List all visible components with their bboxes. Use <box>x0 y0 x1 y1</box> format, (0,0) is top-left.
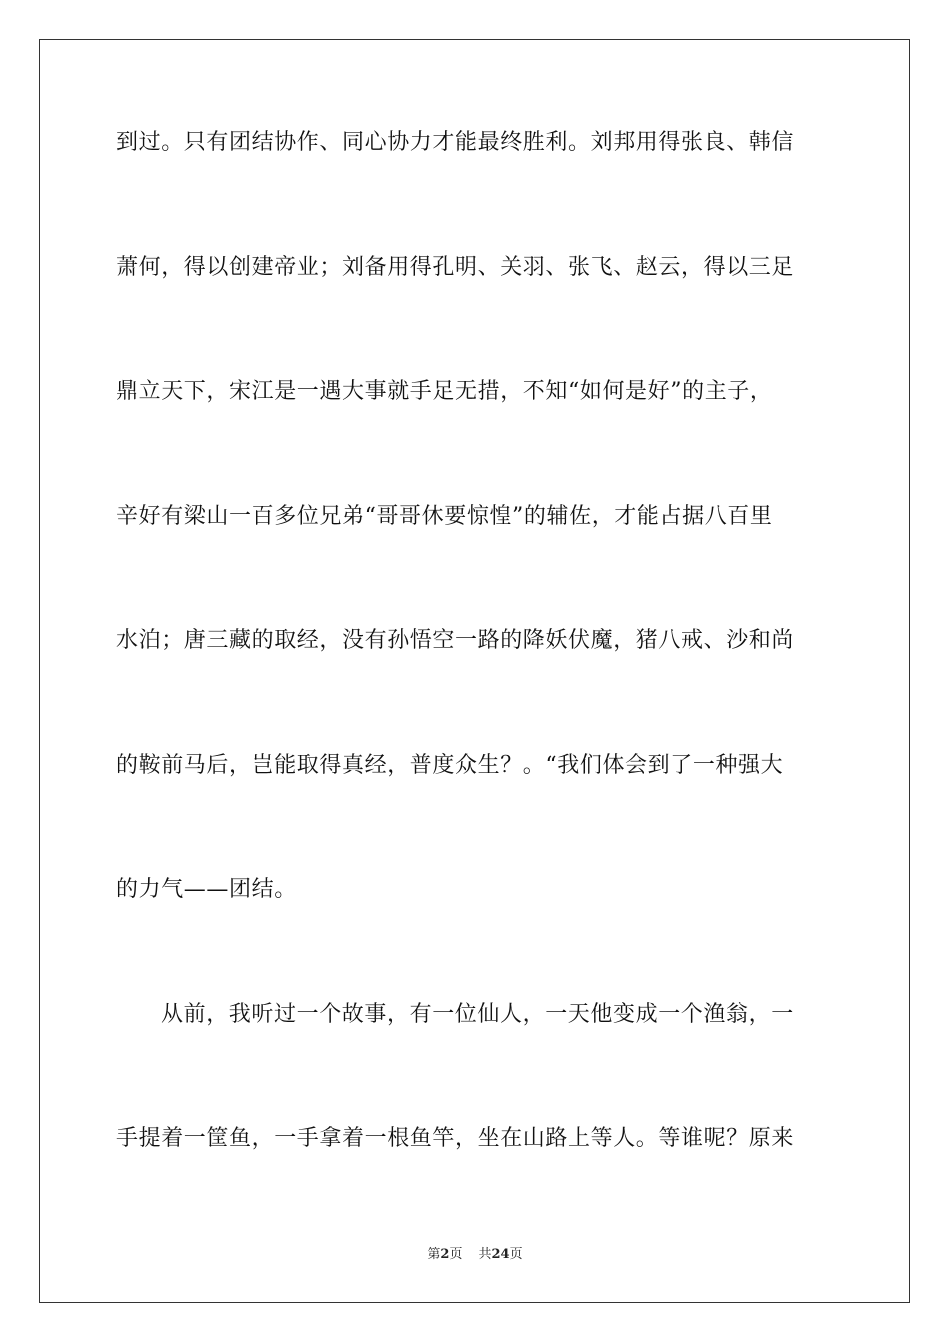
text-line: 的鞍前马后，岂能取得真经，普度众生？。“我们体会到了一种强大 <box>116 752 784 778</box>
total-prefix: 共 <box>478 1247 492 1262</box>
total-suffix: 页 <box>509 1247 523 1262</box>
text-line: 辛好有梁山一百多位兄弟“哥哥休要惊惶”的辅佐，才能占据八百里 <box>116 503 773 529</box>
text-line: 手提着一筐鱼，一手拿着一根鱼竿，坐在山路上等人。等谁呢？原来 <box>116 1126 795 1151</box>
page-number: 2 <box>440 1247 450 1262</box>
text-line: 的力气——团结。 <box>116 877 297 902</box>
total-pages: 24 <box>491 1247 510 1262</box>
document-body <box>116 131 836 1252</box>
paragraph-start-line: 从前，我听过一个故事，有一位仙人，一天他变成一个渔翁，一 <box>161 1001 794 1027</box>
text-line: 水泊；唐三藏的取经，没有孙悟空一路的降妖伏魔，猪八戒、沙和尚 <box>116 628 795 653</box>
page-prefix: 第 <box>427 1247 441 1262</box>
page-suffix: 页 <box>449 1247 463 1262</box>
text-line: 鼎立天下，宋江是一遇大事就手足无措，不知“如何是好”的主子， <box>116 379 773 404</box>
text-line: 萧何，得以创建帝业；刘备用得孔明、关羽、张飞、赵云，得以三足 <box>116 254 795 280</box>
text-line: 到过。只有团结协作、同心协力才能最终胜利。刘邦用得张良、韩信 <box>116 130 795 155</box>
page-footer <box>0 1247 950 1263</box>
